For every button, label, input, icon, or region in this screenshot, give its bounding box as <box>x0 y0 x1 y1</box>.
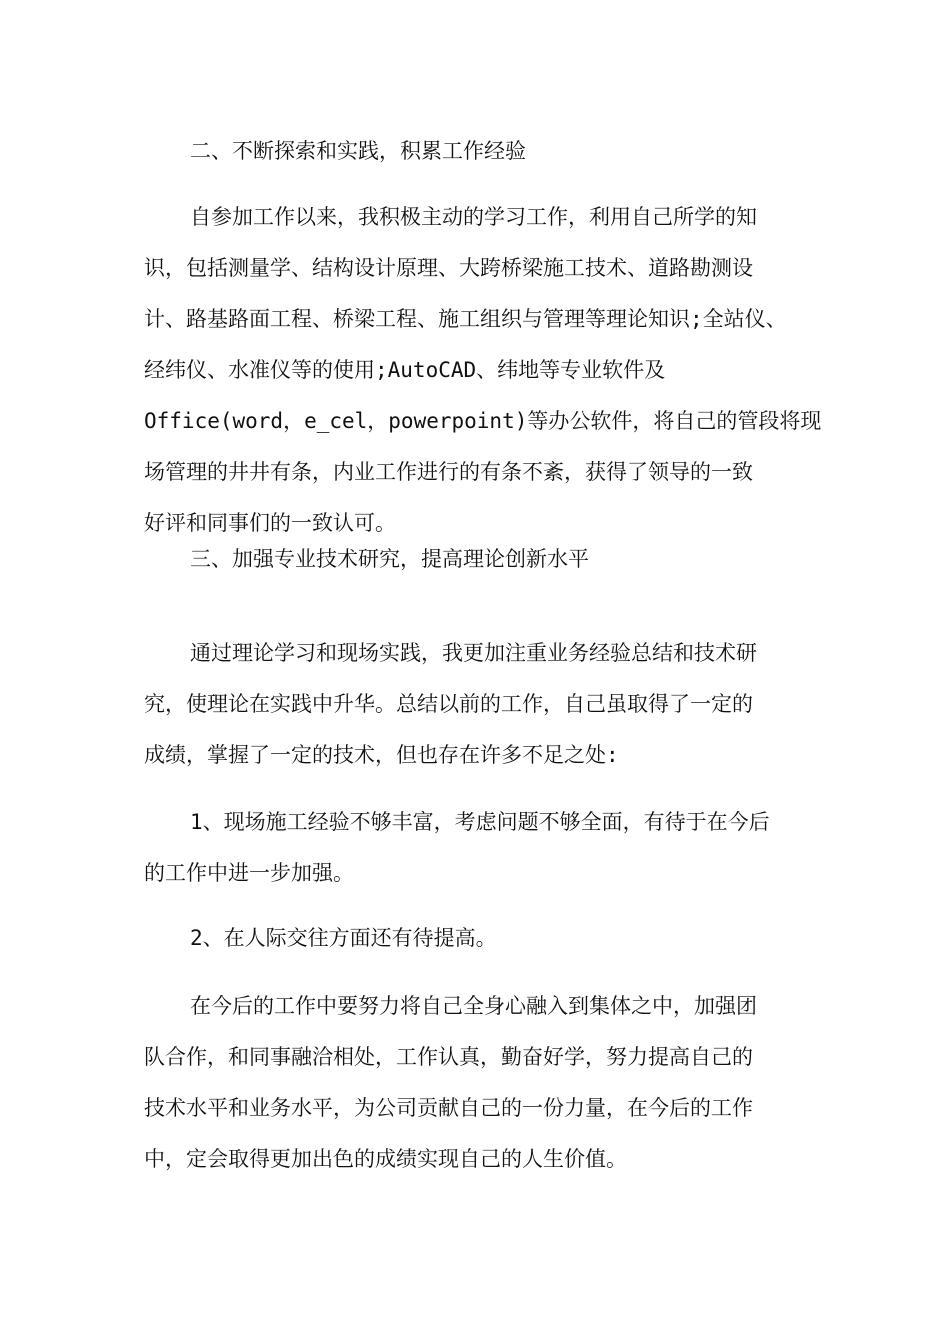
list-item-1 <box>144 797 824 899</box>
paragraph-technical-research <box>144 628 824 781</box>
paragraph-line: Office(word，e_cel，powerpoint)等办公软件，将自己的管段将现 <box>144 409 822 433</box>
paragraph-line: 中，定会取得更加出色的成绩实现自己的人生价值。 <box>144 1147 627 1171</box>
section-heading-3 <box>144 534 824 585</box>
paragraph-line: 究，使理论在实践中升华。总结以前的工作，自己虽取得了一定的 <box>144 692 753 716</box>
paragraph-line: 场管理的井井有条，内业工作进行的有条不紊，获得了领导的一致 <box>144 460 753 484</box>
heading-text: 二、不断探索和实践，积累工作经验 <box>190 139 526 163</box>
heading-text: 三、加强专业技术研究，提高理论创新水平 <box>190 547 589 571</box>
paragraph-line: 在今后的工作中要努力将自己全身心融入到集体之中，加强团 <box>190 994 757 1018</box>
paragraph-line: 技术水平和业务水平，为公司贡献自己的一份力量，在今后的工作 <box>144 1096 753 1120</box>
list-item-line: 的工作中进一步加强。 <box>144 861 354 885</box>
paragraph-line: 好评和同事们的一致认可。 <box>144 511 396 535</box>
paragraph-line: 自参加工作以来，我积极主动的学习工作，利用自己所学的知 <box>190 205 757 229</box>
paragraph-line: 识，包括测量学、结构设计原理、大跨桥梁施工技术、道路勘测设 <box>144 256 753 280</box>
list-item-line: 2、在人际交往方面还有待提高。 <box>190 926 497 950</box>
paragraph-line: 经纬仪、水准仪等的使用;AutoCAD、纬地等专业软件及 <box>144 358 666 382</box>
list-item-2 <box>144 913 824 964</box>
list-item-line: 1、现场施工经验不够丰富，考虑问题不够全面，有待于在今后 <box>190 810 770 834</box>
paragraph-line: 计、路基路面工程、桥梁工程、施工组织与管理等理论知识;全站仪、 <box>144 307 787 331</box>
paragraph-line: 通过理论学习和现场实践，我更加注重业务经验总结和技术研 <box>190 641 757 665</box>
paragraph-line: 成绩，掌握了一定的技术，但也存在许多不足之处: <box>144 743 619 767</box>
section-heading-2 <box>144 126 824 177</box>
paragraph-line: 队合作，和同事融洽相处，工作认真，勤奋好学，努力提高自己的 <box>144 1045 753 1069</box>
paragraph-future-plans <box>144 981 824 1185</box>
paragraph-work-experience <box>144 192 824 549</box>
